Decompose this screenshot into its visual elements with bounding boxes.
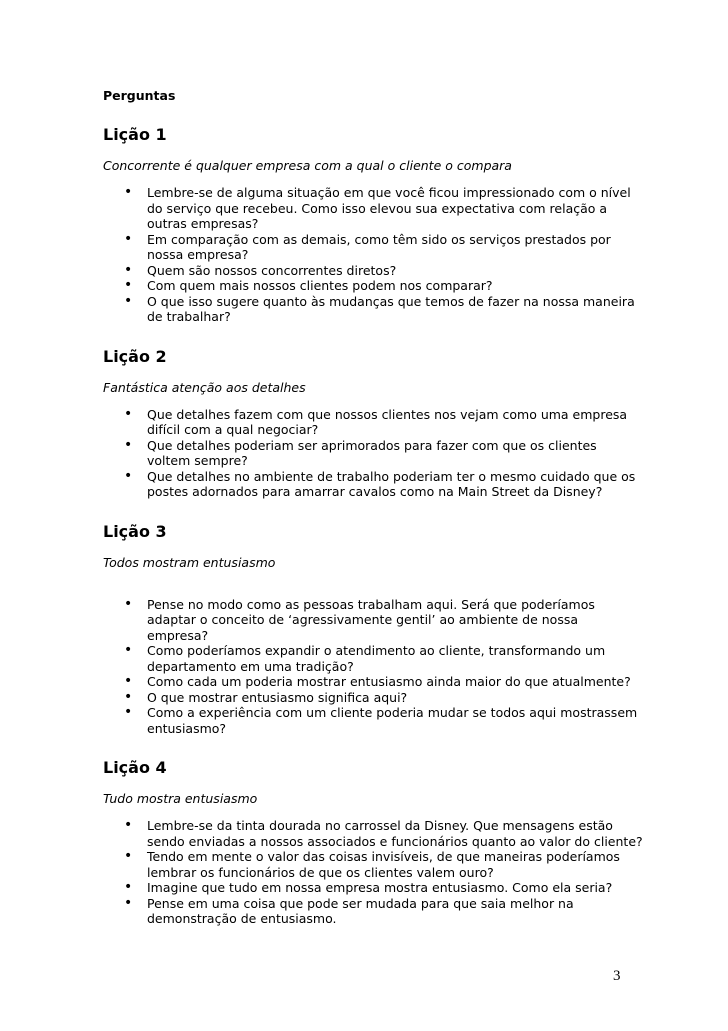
- list-item: [103, 690, 643, 706]
- question-text: Pense no modo como as pessoas trabalham aqui. Será que poderíamos adaptar o conceito de ‘agressivamente gentil’ ao ambiente de nossa empresa?: [147, 596, 595, 643]
- bullet-icon: •: [124, 261, 133, 278]
- question-text: Como poderíamos expandir o atendimento ao cliente, transformando um departamento em uma tradição?: [147, 643, 606, 674]
- list-item: [103, 674, 643, 690]
- question-text: Com quem mais nossos clientes podem nos comparar?: [147, 278, 493, 293]
- question-list: [103, 818, 643, 927]
- bullet-icon: •: [124, 595, 133, 612]
- question-text: Que detalhes no ambiente de trabalho poderiam ter o mesmo cuidado que os postes adornados para amarrar cavalos como na Main Street da Disney?: [147, 468, 636, 499]
- bullet-icon: •: [124, 894, 133, 911]
- bullet-icon: •: [124, 673, 133, 689]
- lesson-title: Lição 1: [103, 125, 167, 144]
- lesson-3-section: [103, 522, 643, 737]
- lesson-subtitle: Fantástica atenção aos detalhes: [103, 379, 306, 395]
- lesson-subtitle: Todos mostram entusiasmo: [103, 554, 276, 570]
- bullet-icon: •: [124, 277, 133, 293]
- list-item: [103, 818, 643, 849]
- lesson-1-section: [103, 125, 643, 325]
- lesson-title: Lição 3: [103, 521, 167, 541]
- bullet-icon: •: [124, 436, 133, 453]
- question-text: Lembre-se de alguma situação em que você ficou impressionado com o nível do serviço que recebeu. Como isso elevou sua expectativa com relação a outras empresas?: [147, 185, 631, 231]
- list-item: [103, 407, 643, 438]
- bullet-icon: •: [124, 688, 133, 705]
- page-heading: Perguntas: [103, 88, 176, 103]
- list-item: [103, 185, 643, 232]
- question-text: Pense em uma coisa que pode ser mudada para que saia melhor na demonstração de entusiasmo.: [147, 895, 574, 926]
- lesson-4-section: [103, 758, 643, 927]
- lesson-title: Lição 2: [103, 346, 167, 366]
- list-item: [103, 705, 643, 736]
- lesson-subtitle: Tudo mostra entusiasmo: [103, 791, 258, 806]
- list-item: [103, 469, 643, 500]
- question-text: Que detalhes poderiam ser aprimorados para fazer com que os clientes voltem sempre?: [147, 437, 597, 468]
- list-item: [103, 278, 643, 294]
- list-item: [103, 232, 643, 263]
- bullet-icon: •: [124, 848, 133, 864]
- bullet-icon: •: [124, 817, 133, 833]
- list-item: [103, 880, 643, 896]
- question-list: [103, 185, 643, 325]
- question-text: Imagine que tudo em nossa empresa mostra entusiasmo. Como ela seria?: [147, 880, 613, 895]
- question-list: [103, 597, 643, 737]
- bullet-icon: •: [124, 405, 133, 422]
- question-text: O que mostrar entusiasmo significa aqui?: [147, 689, 408, 705]
- lesson-2-section: [103, 347, 643, 500]
- question-text: O que isso sugere quanto às mudanças que temos de fazer na nossa maneira de trabalhar?: [147, 293, 635, 324]
- question-text: Que detalhes fazem com que nossos clientes nos vejam como uma empresa difícil com a qual negociar?: [147, 406, 628, 437]
- list-item: [103, 263, 643, 279]
- document-page: [103, 80, 643, 927]
- lesson-subtitle: Concorrente é qualquer empresa com a qual o cliente o compara: [103, 158, 512, 173]
- list-item: [103, 896, 643, 927]
- page-number: 3: [613, 968, 621, 984]
- list-item: [103, 597, 643, 644]
- bullet-icon: •: [124, 879, 133, 895]
- question-list: [103, 407, 643, 500]
- question-text: Em comparação com as demais, como têm sido os serviços prestados por nossa empresa?: [147, 231, 611, 262]
- list-item: [103, 849, 643, 880]
- bullet-icon: •: [124, 230, 133, 247]
- lesson-title: Lição 4: [103, 758, 167, 777]
- question-text: Lembre-se da tinta dourada no carrossel da Disney. Que mensagens estão sendo enviadas a nossos associados e funcionários quanto ao valor do cliente?: [147, 818, 643, 849]
- question-text: Quem são nossos concorrentes diretos?: [147, 262, 397, 278]
- question-text: Tendo em mente o valor das coisas invisíveis, de que maneiras poderíamos lembrar os funcionários de que os clientes valem ouro?: [147, 849, 620, 880]
- question-text: Como cada um poderia mostrar entusiasmo ainda maior do que atualmente?: [147, 674, 631, 689]
- bullet-icon: •: [124, 704, 133, 720]
- list-item: [103, 294, 643, 325]
- bullet-icon: •: [124, 642, 133, 658]
- list-item: [103, 643, 643, 674]
- bullet-icon: •: [124, 467, 133, 484]
- question-text: Como a experiência com um cliente poderia mudar se todos aqui mostrassem entusiasmo?: [147, 705, 638, 736]
- list-item: [103, 438, 643, 469]
- bullet-icon: •: [124, 184, 133, 200]
- bullet-icon: •: [124, 292, 133, 309]
